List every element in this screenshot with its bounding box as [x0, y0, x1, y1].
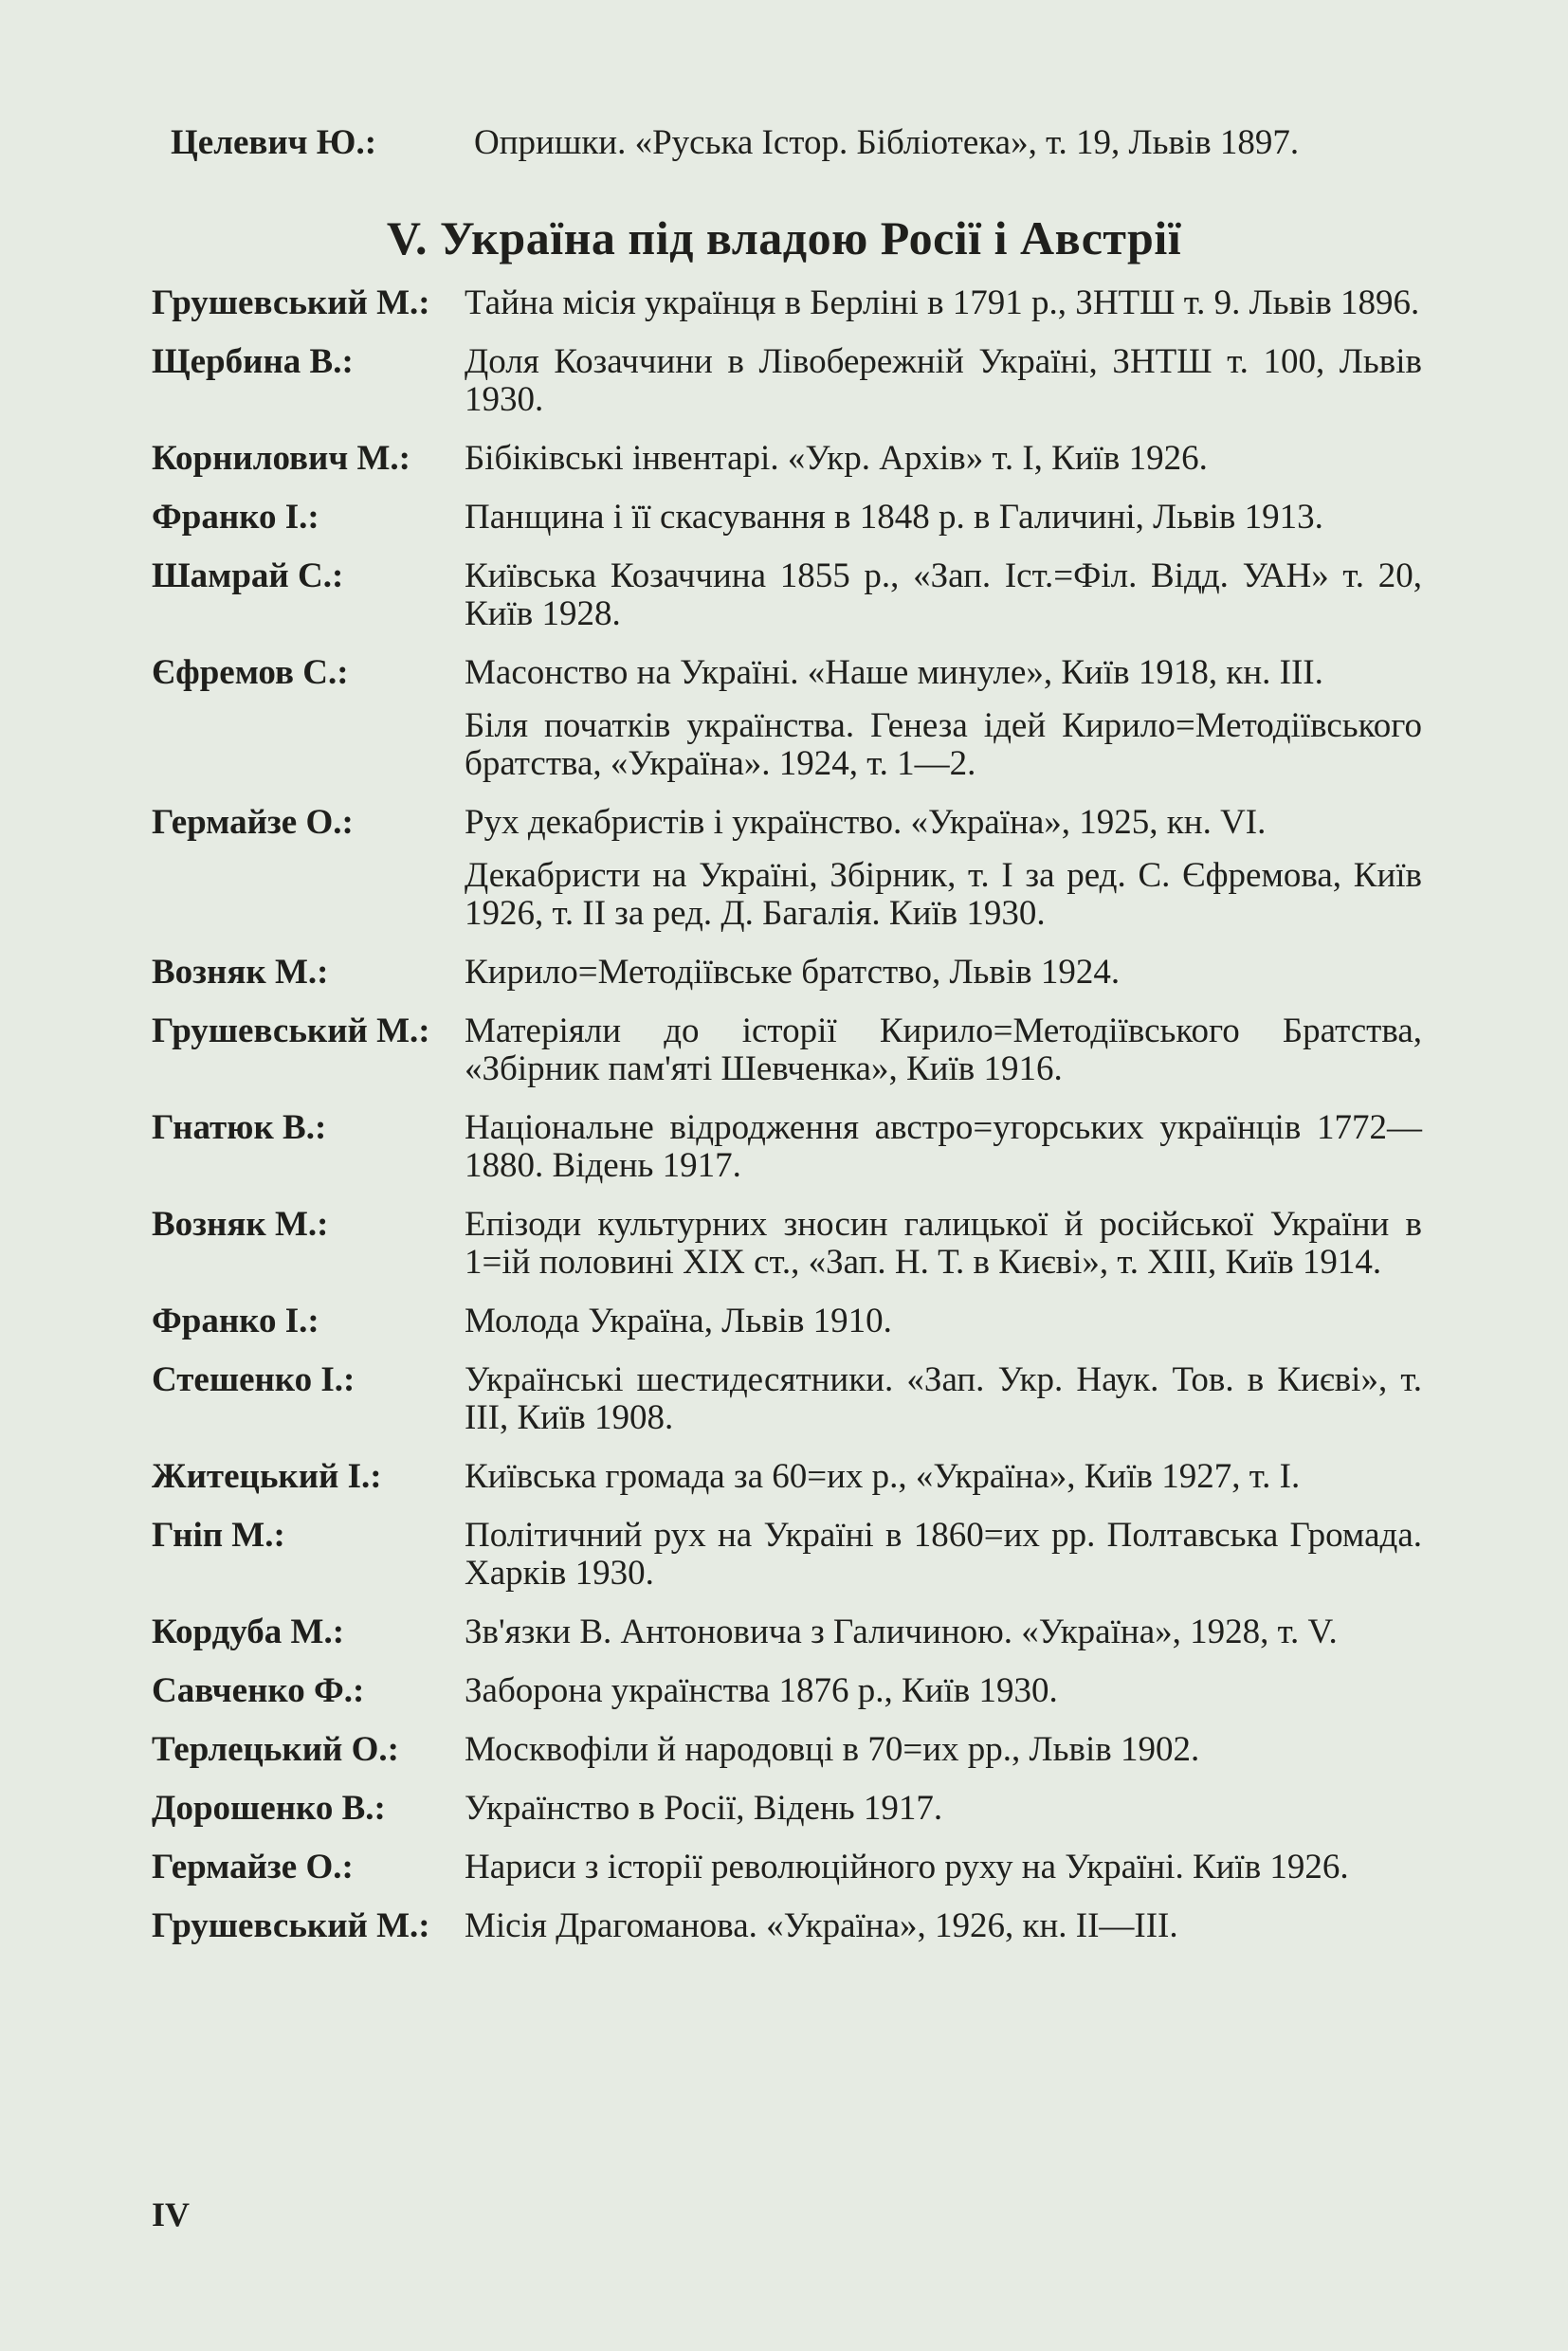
entry-works	[465, 1613, 1422, 1651]
entry-work: Політичний рух на Україні в 1860=их рр. Полтавська Громада. Харків 1930.	[465, 1516, 1422, 1593]
entry-work: Нариси з історії революційного руху на Україні. Київ 1926.	[465, 1848, 1349, 1886]
bibliography-entry	[152, 1303, 1422, 1340]
entry-work: Місія Драгоманова. «Україна», 1926, кн. II—III.	[465, 1906, 1178, 1945]
entry-works	[465, 954, 1422, 992]
entry-author: Гнатюк В.:	[152, 1108, 327, 1147]
bibliography-entry	[152, 557, 1422, 633]
entry-works	[465, 440, 1422, 478]
entry-work: Тайна місія українця в Берліні в 1791 р., ЗНТШ т. 9. Львів 1896.	[465, 283, 1420, 322]
entry-works	[465, 1907, 1422, 1945]
entry-works	[465, 1790, 1422, 1828]
bibliography-list	[152, 284, 1422, 1966]
entry-author: Житецький І.:	[152, 1457, 382, 1496]
entry-author: Шамрай С.:	[152, 556, 344, 595]
entry-author: Єфремов С.:	[152, 653, 349, 692]
bibliography-entry	[152, 343, 1422, 419]
entry-works	[465, 1849, 1422, 1886]
entry-works	[465, 1458, 1422, 1496]
entry-work: Кирило=Методіївське братство, Львів 1924.	[465, 953, 1121, 992]
entry-works	[465, 284, 1422, 322]
entry-author: Савченко Ф.:	[152, 1671, 365, 1710]
bibliography-entry	[152, 1206, 1422, 1282]
bibliography-entry	[152, 1849, 1422, 1886]
entry-work: Українські шестидесятники. «Зап. Укр. Наук. Тов. в Києві», т. III, Київ 1908.	[465, 1360, 1422, 1437]
bibliography-entry	[152, 954, 1422, 992]
entry-work: Київська Козаччина 1855 р., «Зап. Іст.=Філ. Відд. УАН» т. 20, Київ 1928.	[465, 556, 1422, 633]
bibliography-entry	[152, 654, 1422, 783]
bibliography-entry	[152, 499, 1422, 537]
entry-work: Біля початків українства. Генеза ідей Кирило=Методіївського братства, «Україна». 1924, т. 1—2.	[465, 706, 1422, 783]
bibliography-entry	[152, 1012, 1422, 1088]
top-entry	[171, 121, 1422, 165]
entry-works	[465, 1361, 1422, 1437]
bibliography-entry	[152, 1458, 1422, 1496]
entry-works	[474, 121, 1422, 165]
entry-works	[465, 1672, 1422, 1710]
section-title: V. Україна під владою Росії і Австрії	[386, 211, 1182, 264]
entry-work: Матеріяли до історії Кирило=Методіївського Братства, «Збірник пам'яті Шевченка», Київ 1916.	[465, 1011, 1422, 1088]
entry-author: Грушевський М.:	[152, 283, 430, 322]
entry-work: Москвофіли й народовці в 70=их рр., Львів 1902.	[465, 1730, 1200, 1769]
entry-works	[465, 1206, 1422, 1282]
bibliography-entry	[152, 1672, 1422, 1710]
entry-author: Целевич Ю.:	[171, 123, 377, 162]
entry-author: Грушевський М.:	[152, 1011, 430, 1050]
entry-author: Стешенко І.:	[152, 1360, 356, 1399]
bibliography-entry	[152, 804, 1422, 933]
entry-works	[465, 557, 1422, 633]
entry-author: Гермайзе О.:	[152, 803, 354, 842]
entry-works	[465, 343, 1422, 419]
entry-author: Возняк М.:	[152, 1205, 329, 1244]
entry-work: Декабристи на Україні, Збірник, т. І за ред. С. Єфремова, Київ 1926, т. II за ред. Д. Багалія. Київ 1930.	[465, 856, 1422, 933]
bibliography-entry	[152, 1613, 1422, 1651]
entry-author: Гермайзе О.:	[152, 1848, 354, 1886]
entry-work: Заборона українства 1876 р., Київ 1930.	[465, 1671, 1058, 1710]
entry-work: Українство в Росії, Відень 1917.	[465, 1789, 943, 1828]
entry-works	[465, 804, 1422, 933]
entry-author: Франко І.:	[152, 498, 319, 537]
entry-works	[465, 1109, 1422, 1185]
entry-work: Рух декабристів і українство. «Україна», 1925, кн. VI.	[465, 803, 1267, 842]
entry-author: Корнилович М.:	[152, 439, 410, 478]
entry-work: Доля Козаччини в Лівобережній Україні, ЗНТШ т. 100, Львів 1930.	[465, 342, 1422, 419]
bibliography-entry	[152, 1517, 1422, 1593]
entry-author: Франко І.:	[152, 1302, 319, 1340]
page-number: IV	[152, 2196, 191, 2233]
entry-work: Національне відродження австро=угорських українців 1772—1880. Відень 1917.	[465, 1108, 1422, 1185]
entry-author: Щербина В.:	[152, 342, 354, 381]
bibliography-entry	[152, 1361, 1422, 1437]
bibliography-entry	[152, 284, 1422, 322]
entry-work: Епізоди культурних зносин галицької й російської України в 1=ій половині XIX ст., «Зап. Н. Т. в Києві», т. XIII, Київ 1914.	[465, 1205, 1422, 1282]
entry-author: Кордуба М.:	[152, 1613, 345, 1651]
bibliography-entry	[152, 1731, 1422, 1769]
bibliography-entry	[152, 440, 1422, 478]
entry-author: Грушевський М.:	[152, 1906, 430, 1945]
entry-author: Возняк М.:	[152, 953, 329, 992]
entry-work: Масонство на Україні. «Наше минуле», Київ 1918, кн. III.	[465, 653, 1323, 692]
entry-work: Зв'язки В. Антоновича з Галичиною. «Україна», 1928, т. V.	[465, 1613, 1338, 1651]
entry-author: Терлецький О.:	[152, 1730, 399, 1769]
bibliography-entry	[152, 1907, 1422, 1945]
bibliography-entry	[152, 1109, 1422, 1185]
entry-works	[465, 1731, 1422, 1769]
entry-author: Гніп М.:	[152, 1516, 285, 1555]
entry-work: Молода Україна, Львів 1910.	[465, 1302, 892, 1340]
entry-works	[465, 1517, 1422, 1593]
entry-works	[465, 1303, 1422, 1340]
entry-works	[465, 499, 1422, 537]
entry-work: Київська громада за 60=их р., «Україна», Київ 1927, т. І.	[465, 1457, 1301, 1496]
bibliography-entry	[152, 1790, 1422, 1828]
entry-works	[465, 1012, 1422, 1088]
entry-author: Дорошенко В.:	[152, 1789, 386, 1828]
entry-work: Бібіківські інвентарі. «Укр. Архів» т. І, Київ 1926.	[465, 439, 1208, 478]
entry-work: Панщина і її скасування в 1848 р. в Галичині, Львів 1913.	[465, 498, 1323, 537]
entry-works	[465, 654, 1422, 783]
entry-work: Опришки. «Руська Істор. Бібліотека», т. 19, Львів 1897.	[474, 123, 1300, 162]
